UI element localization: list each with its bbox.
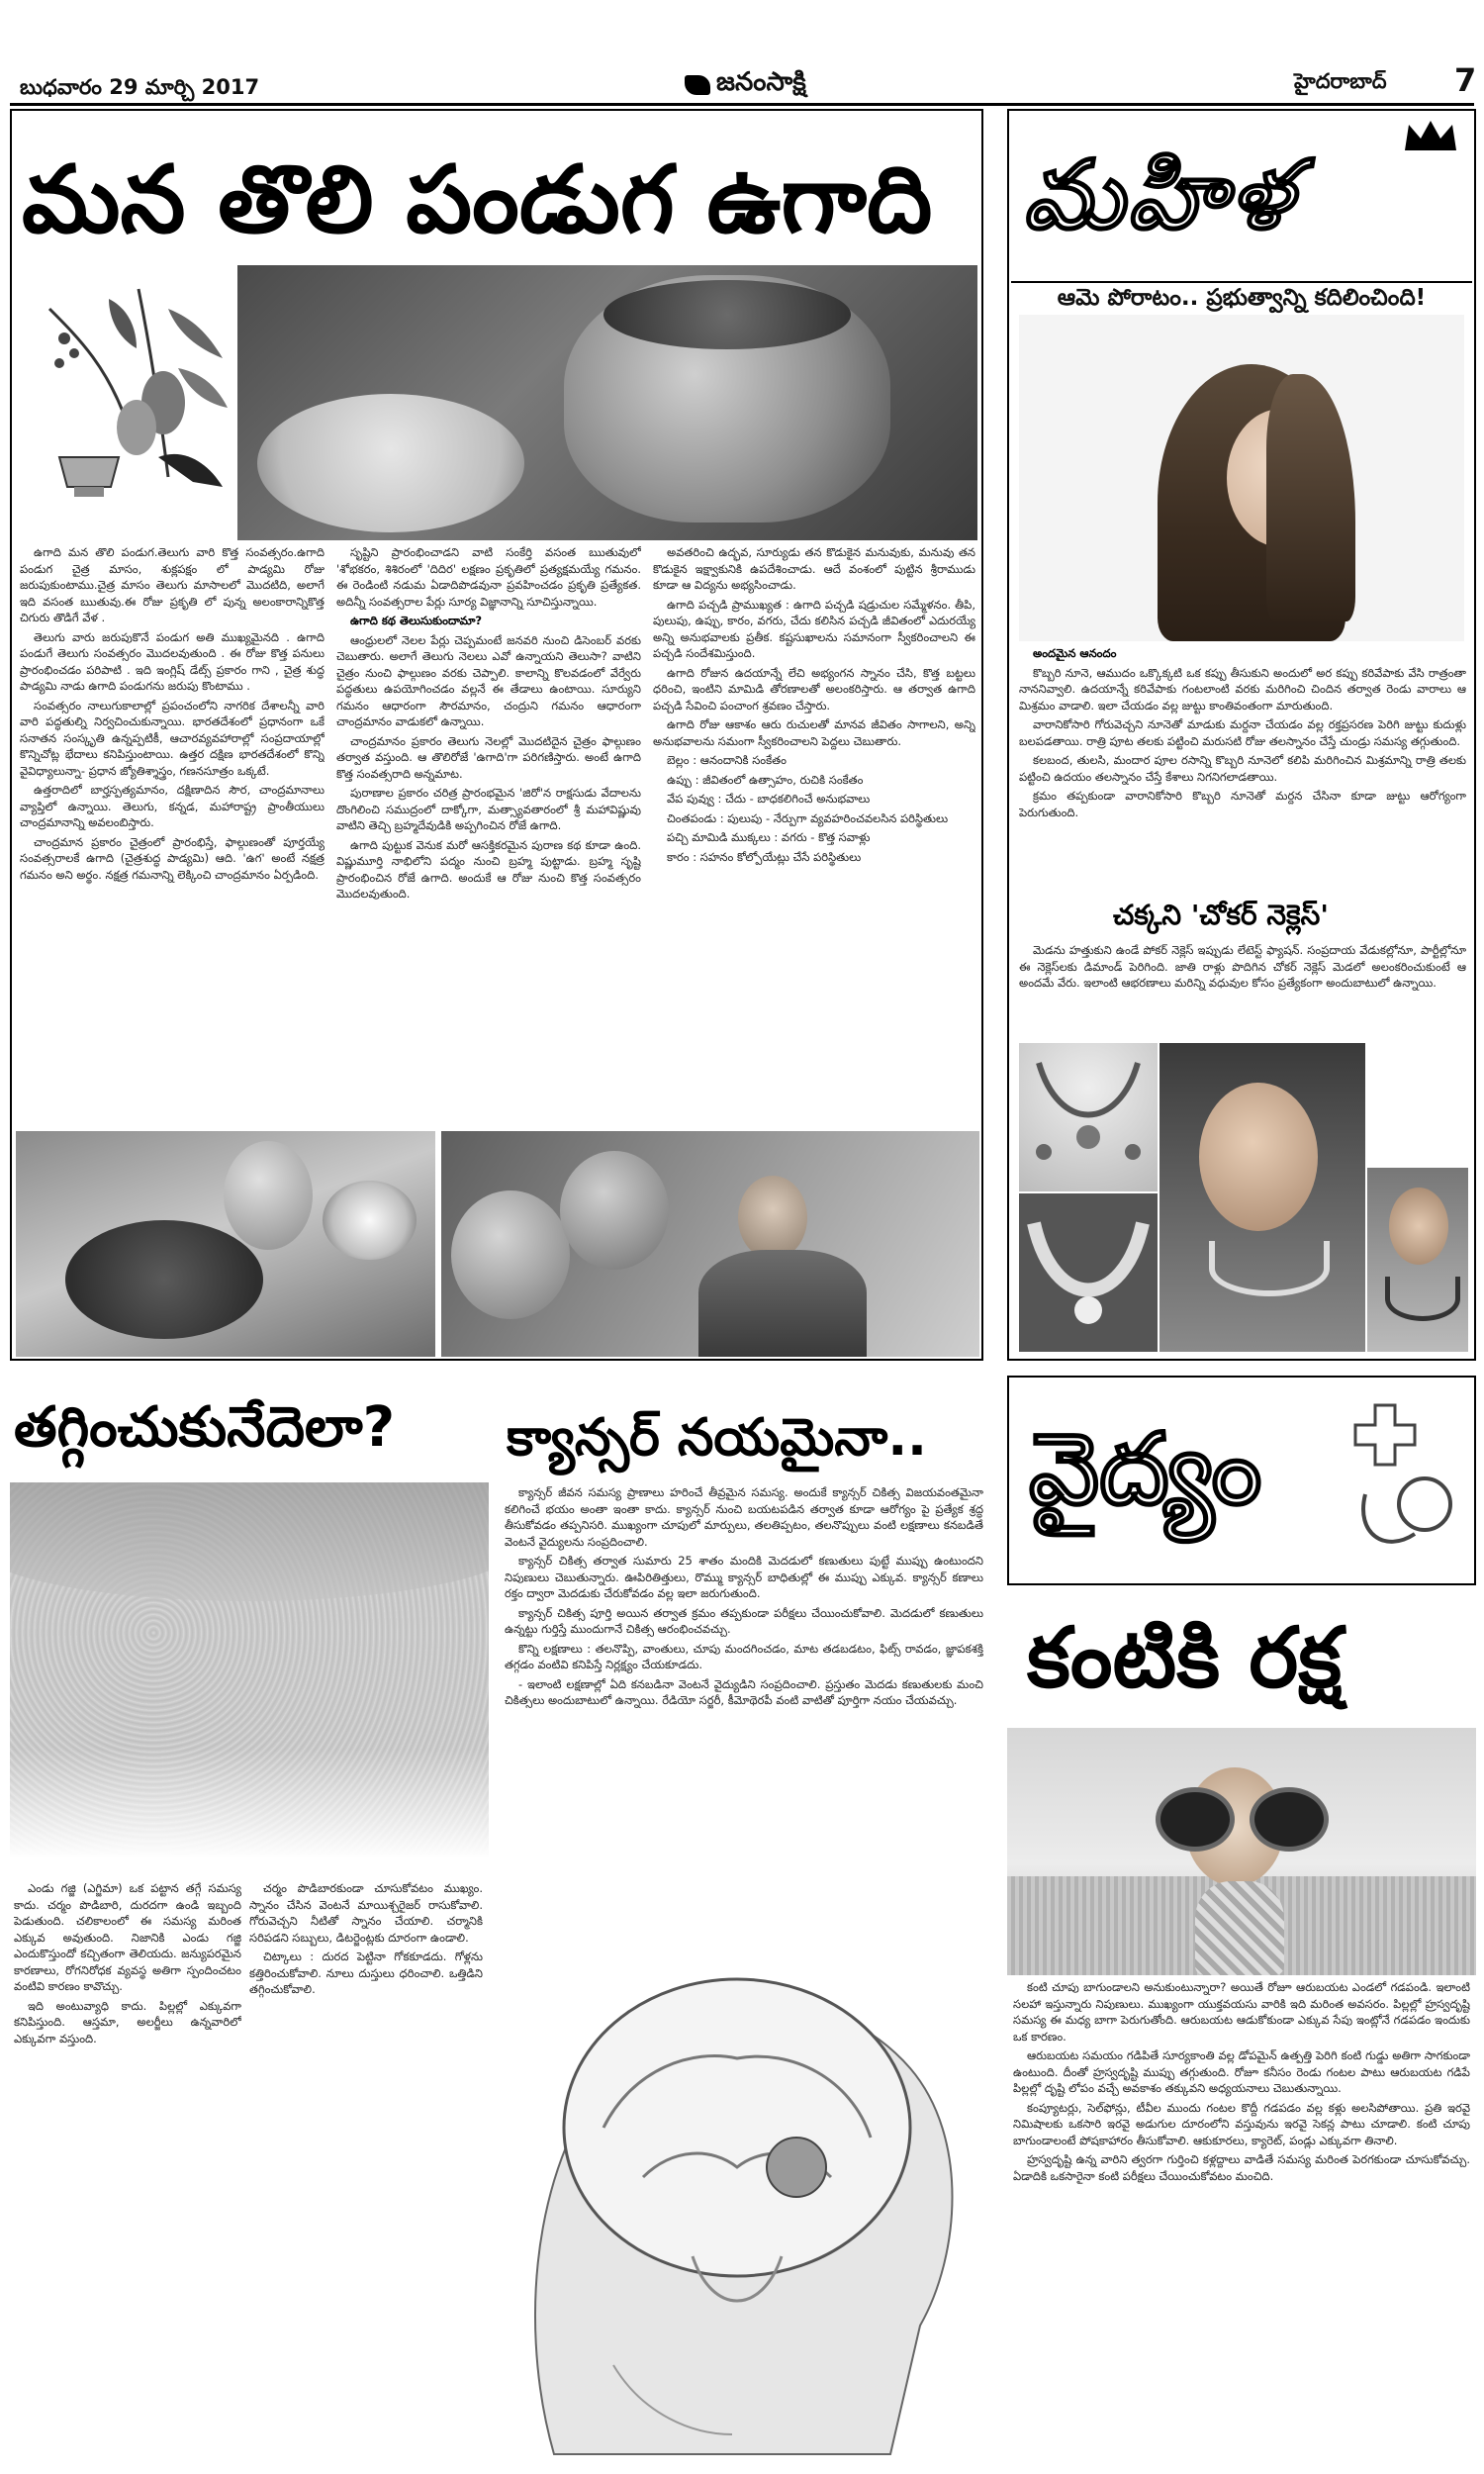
eye-p1: కంటి చూపు బాగుండాలని అనుకుంటున్నారా? అయితే రోజూ ఆరుబయట ఎండలో గడపండి. ఇలాంటి సలహా ఇస్తున్నారు నిపుణులు. ముఖ్యంగా యుక్తవయసు వారికి ఇది మరింత అవసరం. పిల్లల్లో హ్రస్వదృష్టి సమస్య ఈ మధ్య బాగా పెరుగుతోంది. ఆరుబయట ఆడుకోకుండా ఎక్కువ సేపు ఇంట్లోనే గడపడం ఇందుకు ఒక కారణం. bbox=[1013, 1980, 1470, 2044]
ugadi-headline: మన తొలి పండుగ ఉగాది bbox=[22, 146, 933, 254]
eye-p4: హ్రస్వదృష్టి ఉన్న వారిని త్వరగా గుర్తించి కళ్లద్దాలు వాడితే సమస్య మరింత పెరగకుండా చూసుకోవచ్చు. ఏడాదికి ఒకసారైనా కంటి పరీక్షలు చేయించుకోవటం మంచిది. bbox=[1013, 2152, 1470, 2183]
ugadi-col3-p1: అవతరించి ఉద్భవ, సూర్యుడు తన కొడుకైన మనువుకు, మనువు తన కొడుకైన ఇక్ష్వాకునికి ఉపదేశించాడు. ఆదే వంశంలో పుట్టిన శ్రీరాముడు కూడా ఆ విద్యను అభ్యసించాడు. bbox=[653, 545, 975, 592]
girl-with-mangoes-photo bbox=[441, 1131, 979, 1357]
choker-title: చక్కని 'చోకర్ నెక్లెస్' bbox=[1113, 899, 1329, 931]
cancer-p2: క్యాన్సర్ చికిత్స తర్వాత సుమారు 25 శాతం మందికి మెదడులో కణుతులు పుట్టే ముప్పు ఉంటుందని నిపుణులు చెబుతున్నారు. ఊపిరితిత్తులు, రొమ్ము క్యాన్సర్ బాధితుల్లో ఈ ముప్పు ఎక్కువ. క్యాన్సర్ కణాలు రక్తం ద్వారా మెదడుకు చేరుకోవడం వల్ల ఇలా జరుగుతుంది. bbox=[505, 1554, 983, 1600]
ugadi-col3-p3: ఉగాది రోజున ఉదయాన్నే లేచి అభ్యంగన స్నానం చేసి, కొత్త బట్టలు ధరించి, ఇంటిని మామిడి తోరణాలతో అలంకరిస్తారు. ఆ తర్వాత ఉగాది పచ్చడి సేవించి పంచాంగ శ్రవణం చేస్తారు. bbox=[653, 665, 975, 713]
ugadi-col3-item3: వేప పువ్వు : చేదు - బాధకలిగించే అనుభవాలు bbox=[667, 792, 871, 806]
medical-icons bbox=[1345, 1385, 1464, 1573]
logo-icon bbox=[685, 75, 710, 95]
cancer-headline-1: తగ్గించుకునేదెలా? bbox=[14, 1395, 396, 1460]
ugadi-col3-item1: బెల్లం : ఆనందానికి సంకేతం bbox=[667, 753, 787, 767]
choker-p1: మెడను హత్తుకుని ఉండే పోకర్ నెక్లెస్ ఇప్పుడు లేటెస్ట్ ఫ్యాషన్. సంప్రదాయ వేడుకల్లోనూ, పార్టీల్లోనూ ఈ నెక్లెస్‌లకు డిమాండ్ పెరిగింది. జాతి రాళ్లు పొదిగిన చోకర్ నెక్లెస్ మెడలో అలంకరించుకుంటే ఆ అందమే వేరు. ఇలాంటి ఆభరణాలు మరిన్ని వధువుల కోసం ప్రత్యేకంగా అందుబాటులో ఉన్నాయి. bbox=[1019, 943, 1466, 990]
ugadi-col3-item4: చింతపండు : పులుపు - నేర్పుగా వ్యవహరించవలసిన పరిస్థితులు bbox=[667, 810, 949, 825]
hair-p1: కొబ్బరి నూనె, ఆముదం ఒక్కొక్కటి ఒక కప్పు తీసుకుని అందులో అర కప్పు కరివేపాకు వేసి రాత్రంతా నాననివ్వాలి. ఉదయాన్నే కరివేపాకు గంటలాంటి వరకు మరిగించి చిందిన తర్వాత రెండు వారాలు ఆ మిశ్రమం వాడాలి. ఇలా చేయడం వల్ల జుట్టు కాంతివంతంగా మారుతుంది. bbox=[1019, 665, 1466, 713]
hair-p3: కలబంద, తులసి, మందార పూల రసాన్ని కొబ్బరి నూనెలో కలిపి మరిగించిన మిశ్రమాన్ని రాత్రి తలకు పట్టించి ఉదయం తలస్నానం చేస్తే కేశాలు నిగనిగలాడతాయి. bbox=[1019, 753, 1466, 784]
mahila-masthead bbox=[1011, 113, 1472, 279]
cancer-p3: క్యాన్సర్ చికిత్స పూర్తి అయిన తర్వాత క్రమం తప్పకుండా పరీక్షలు చేయించుకోవాలి. మెదడులో కణుతులు ఉన్నట్టు గుర్తిస్తే ముందుగానే చికిత్స ఆరంభించవచ్చు. bbox=[505, 1605, 983, 1636]
hair-p4: క్రమం తప్పకుండా వారానికోసారి కొబ్బరి నూనెతో మర్దన చేసినా కూడా జుట్టు ఆరోగ్యంగా పెరుగుతుంది. bbox=[1019, 789, 1466, 819]
eczema-article-col2 bbox=[249, 1880, 483, 2454]
ugadi-col2-p5: ఉగాది పుట్టుక వెనుక మరో ఆసక్తికరమైన పురాణ కథ కూడా ఉంది. విష్ణుమూర్తి నాభిలోని పద్మం నుంచి బ్రహ్మ పుట్టాడు. బ్రహ్మ సృష్టి ప్రారంభించిన రోజే ఉగాది. అందుకే ఆ రోజు నుంచి కొత్త సంవత్సరం మొదలవుతుంది. bbox=[336, 837, 641, 901]
ugadi-col3-p2: ఉగాది పచ్చడి ప్రాముఖ్యత : ఉగాది పచ్చడి షడ్రుచుల సమ్మేళనం. తీపి, పులుపు, ఉప్పు, కారం, వగరు, చేదు కలిసిన పచ్చడి జీవితంలో ఎదురయ్యే అన్ని అనుభవాలకు ప్రతీక. కష్టసుఖాలను సమానంగా స్వీకరించాలని ఈ పచ్చడి సందేశమిస్తుంది. bbox=[653, 597, 975, 660]
ugadi-col2-p2: ఆంధ్రులలో నెలల పేర్లు చెప్పమంటే జనవరి నుంచి డిసెంబర్ వరకు చెబుతారు. అలాగే తెలుగు నెలలు ఎవో ఉన్నాయని తెలుసా? వాటిని చైత్రం నుంచి ఫాల్గుణం వరకు చెప్పాలి. కాలాన్ని కొలవడంలో వేర్వేరు పద్ధతులు ఉపయోగించడం వల్లనే ఈ తేడాలు ఉంటాయి. సూర్యుని గమనం ఆధారంగా సౌరమానం, చంద్రుని గమనం ఆధారంగా చాంద్రమానం వాడుకలో ఉన్నాయి. bbox=[336, 632, 641, 728]
ugadi-article-col1 bbox=[20, 544, 325, 1128]
cancer-headline-2: క్యాన్సర్ నయమైనా.. bbox=[507, 1408, 927, 1468]
ugadi-pachadi-photo bbox=[237, 265, 977, 540]
ugadi-article-col2 bbox=[336, 544, 641, 1128]
mahila-title: మహిళ bbox=[1023, 139, 1296, 250]
ugadi-col2-p1: సృష్టిని ప్రారంభించాడని వాటి సంకేర్తి వసంత ఋతువులో 'శోభకరం, శిశిరంలో 'దిదిర' లక్షణం ప్రకృతిలో ప్రత్యక్షమయ్యే గమనం. ఈ రెండింటి నడుమ ఏడాదిపొడవునా ప్రవహించడం ప్రకృతి ప్రత్యేకత. అదిన్నీ సంవత్సరాల పేర్లు సూర్య విజ్ఞానాన్ని సూచిస్తున్నాయి. bbox=[336, 545, 641, 609]
ugadi-col1-p1: ఉగాది మన తొలి పండుగ.తెలుగు వారి కొత్త సంవత్సరం.ఉగాది పండుగ చైత్ర మాసం, శుక్లపక్షం లో పాడ్యమి రోజు జరుపుకుంటాము.చైత్ర మాసం తెలుగు మాసాలలో మొదటిది, అలాగే ఇది వసంత ఋతువు.ఈ రోజు ప్రకృతి లో పున్న అలంకారాన్నికొత్త చిగురు తొడిగే వేళ . bbox=[20, 545, 325, 624]
cancer-p1: క్యాన్సర్ జీవన సమస్య ప్రాణాలు హరించే తీవ్రమైన సమస్య. అందుకే క్యాన్సర్ చికిత్స విజయవంతమైనా కలిగించే భయం అంతా ఇంతా కాదు. క్యాన్సర్ నుంచి బయటపడిన తర్వాత కూడా ఆరోగ్యం పై ప్రత్యేక శ్రద్ధ తీసుకోవడం తప్పనిసరి. ముఖ్యంగా చూపులో మార్పులు, తలతిప్పటం, తలనొప్పులు వంటి లక్షణాలు కనబడితే వెంటనే వైద్యులను సంప్రదించాలి. bbox=[505, 1485, 983, 1549]
ugadi-col3-item6: కారం : సహనం కోల్పోయేట్లు చేసే పరిస్థితులు bbox=[667, 849, 862, 864]
brain-tumor-illustration bbox=[495, 1900, 989, 2464]
ugadi-col3-p4: ఉగాది రోజు ఆకాశం ఆరు రుచులతో మానవ జీవితం సాగాలని, అన్ని అనుభవాలను సమంగా స్వీకరించాలని పెద్దలు చెబుతారు. bbox=[653, 717, 975, 748]
choker-article bbox=[1019, 942, 1466, 1041]
eczema-p1: ఎండు గజ్జి (ఎగ్జిమా) ఒక పట్టాన తగ్గే సమస్య కాదు. చర్మం పొడిబారి, దురదగా ఉండి ఇబ్బంది పెడుతుంది. చలికాలంలో ఈ సమస్య మరింత ఎక్కువ అవుతుంది. నిజానికి ఎండు గజ్జి ఎందుకొస్తుందో కచ్చితంగా తెలియదు. జన్యుపరమైన కారణాలు, రోగనిరోధక వ్యవస్థ అతిగా స్పందించటం వంటివి కారణం కావొచ్చు. bbox=[14, 1881, 241, 1993]
ugadi-col3-item5: పచ్చి మామిడి ముక్కలు : వగరు - కొత్త సవాళ్లు bbox=[667, 830, 871, 844]
mango-leaf-illustration bbox=[20, 279, 237, 526]
necklace-model-photo bbox=[1367, 1168, 1468, 1352]
hair-subhead: అందమైన ఆనందం bbox=[1033, 646, 1117, 660]
eczema-article-col1 bbox=[14, 1880, 241, 2454]
vaidyam-title: వైద్యం bbox=[1029, 1411, 1262, 1527]
jewellery-photo-1 bbox=[1019, 1043, 1158, 1191]
eczema-p2: ఇది అంటువ్యాధి కాదు. పిల్లల్లో ఎక్కువగా కనిపిస్తుంది. ఆస్తమా, అలర్జీలు ఉన్నవారిలో ఎక్కువగా వస్తుంది. bbox=[14, 1998, 241, 2046]
page-number: 7 bbox=[1454, 61, 1477, 99]
hair-article bbox=[1019, 645, 1466, 898]
ugadi-col1-p5: చాంద్రమాన ప్రకారం చైత్రంలో ప్రారంభిస్తే, ఫాల్గుణంతో పూర్తయ్యే సంవత్సరాలకే ఉగాది (చైత్రశుద్ధ పాడ్యమి) ఆది. 'ఉగ' అంటే నక్షత్ర గమనం అని అర్థం. నక్షత్ర గమనాన్ని లెక్కించి చాంద్రమానం ఏర్పడింది. bbox=[20, 834, 325, 882]
header-rule bbox=[10, 103, 1474, 106]
festival-plate-photo bbox=[16, 1131, 435, 1357]
cancer-p5: - ఇలాంటి లక్షణాల్లో ఏది కనబడినా వెంటనే వైద్యుడిని సంప్రదించాలి. ప్రస్తుతం మెదడు కణుతులకు మంచి చికిత్సలు అందుబాటులో ఉన్నాయి. రేడియో సర్జరీ, కీమోథెరపీ వంటి వాటితో పూర్తిగా నయం చేయవచ్చు. bbox=[505, 1676, 983, 1707]
ugadi-article-col3 bbox=[653, 544, 975, 1128]
ugadi-col2-p4: పురాణాల ప్రకారం చరిత్ర ప్రారంభమైన 'జిరో'న రాక్షసుడు వేదాలను దొంగిలించి సముద్రంలో దాక్కోగా, మత్స్యావతారంలో శ్రీ మహావిష్ణువు వాటిని తెచ్చి బ్రహ్మదేవుడికి అప్పగించిన రోజే ఉగాది. bbox=[336, 786, 641, 832]
bride-model-photo bbox=[1159, 1043, 1365, 1352]
ugadi-col1-p4: ఉత్తరాదిలో బార్హస్పత్యమానం, దక్షిణాదిన సౌర, చాంద్రమానాలు వ్యాప్తిలో ఉన్నాయి. తెలుగు, కన్నడ, మహారాష్ట్ర ప్రాంతీయులు చాంద్రమానాన్ని అవలంబిస్తారు. bbox=[20, 783, 325, 829]
hair-model-photo bbox=[1019, 315, 1464, 641]
ugadi-col1-p2: తెలుగు వారు జరుపుకొనే పండుగ అతి ముఖ్యమైనది . ఉగాది పండుగే తెలుగు సంవత్సరం మొదలవుతుంది . ఈ రోజు కొత్త పనులు ప్రారంభించడం పరిపాటి . ఇది ఇంగ్లిష్ డేట్స్ ప్రకారం గాని , చైత్ర శుద్ధ పాడ్యమి నాడు ఉగాది పండుగను జరుపు కొంటాము . bbox=[20, 629, 325, 693]
cancer-p4: కొన్ని లక్షణాలు : తలనొప్పి, వాంతులు, చూపు మందగించడం, మాట తడబడటం, ఫిట్స్ రావడం, జ్ఞాపకశక్తి తగ్గడం వంటివి కనిపిస్తే నిర్లక్ష్యం చేయకూడదు. bbox=[505, 1641, 983, 1671]
child-sunglasses-photo bbox=[1007, 1728, 1476, 1975]
cancer-article bbox=[505, 1484, 983, 1900]
jewellery-photo-2 bbox=[1019, 1193, 1158, 1352]
eczema-p4: చిట్కాలు : దురద పెట్టినా గోకకూడదు. గోళ్లను కత్తిరించుకోవాలి. నూలు దుస్తులు ధరించాలి. ఒత్తిడిని తగ్గించుకోవాలి. bbox=[249, 1950, 483, 1996]
paper-logo bbox=[685, 67, 806, 103]
eczema-p3: చర్మం పొడిబారకుండా చూసుకోవటం ముఖ్యం. స్నానం చేసిన వెంటనే మాయిశ్చరైజర్ రాసుకోవాలి. గోరువెచ్చని నీటితో స్నానం చేయాలి. చర్మానికి సరిపడని సబ్బులు, డిటర్జెంట్లకు దూరంగా ఉండాలి. bbox=[249, 1881, 483, 1945]
hair-p2: వారానికోసారి గోరువెచ్చని నూనెతో మాడుకు మర్దనా చేయడం వల్ల రక్తప్రసరణ పెరిగి జుట్టు కుదుళ్లు బలపడతాయి. రాత్రి పూట తలకు పట్టించి మరుసటి రోజు తలస్నానం చేస్తే చుండ్రు సమస్య తగ్గుతుంది. bbox=[1019, 717, 1466, 748]
eye-p3: కంప్యూటర్లు, సెల్‌ఫోన్లు, టీవీల ముందు గంటల కొద్దీ గడపడం వల్ల కళ్లు అలసిపోతాయి. ప్రతి ఇరవై నిమిషాలకు ఒకసారి ఇరవై అడుగుల దూరంలోని వస్తువును ఇరవై సెకన్ల పాటు చూడాలి. కంటి చూపు బాగుండాలంటే పోషకాహారం తీసుకోవాలి. ఆకుకూరలు, క్యారెట్, పండ్లు ఎక్కువగా తినాలి. bbox=[1013, 2100, 1470, 2147]
crown-icon bbox=[1403, 119, 1458, 152]
city-name: హైదరాబాద్ bbox=[1294, 69, 1387, 93]
paper-name: జనంసాక్షి bbox=[716, 67, 806, 97]
mahila-tagline: ఆమె పోరాటం.. ప్రభుత్వాన్ని కదిలించింది! bbox=[1057, 285, 1427, 311]
eye-care-article bbox=[1013, 1979, 1470, 2454]
ugadi-col2-subhead: ఉగాది కథ తెలుసుకుందామా? bbox=[350, 614, 483, 627]
eye-care-headline: కంటికి రక్ష bbox=[1027, 1609, 1343, 1706]
ugadi-col3-item2: ఉప్పు : జీవితంలో ఉత్సాహం, రుచికి సంకేతం bbox=[667, 772, 864, 787]
issue-date: బుధవారం 29 మార్చి 2017 bbox=[20, 75, 260, 99]
skin-eczema-photo bbox=[10, 1482, 489, 1858]
mahila-rule bbox=[1011, 281, 1472, 283]
ugadi-col1-p3: సంవత్సరం నాలుగుకాలాల్లో ప్రపంచంలోని నాగరిక దేశాలన్నీ వారి వారి పద్ధతుల్ని నిర్వచించుకున్నాయి. భారతదేశంలో ప్రధానంగా ఒకే సనాతన సంస్కృతి ఉన్నప్పటికీ, ఆచారవ్యవహారాల్లో సంప్రదాయాల్లో కొన్నిచోట్ల భేదాలు కనిపిస్తుంటాయి. ఉత్తర దక్షిణ భారతదేశంలో కొన్ని వైవిధ్యాలున్నా- ప్రధాన జ్యోతిశ్శాస్త్రం, గణనసూత్రం ఒక్కటే. bbox=[20, 698, 325, 778]
ugadi-col2-p3: చాంద్రమానం ప్రకారం తెలుగు నెలల్లో మొదటిదైన చైత్రం ఫాల్గుణం తర్వాత వస్తుంది. ఆ తొలిరోజే 'ఉగాది'గా పరిగణిస్తారు. అంటే ఉగాది కొత్త సంవత్సరాది అన్నమాట. bbox=[336, 733, 641, 781]
eye-p2: ఆరుబయట సమయం గడిపితే సూర్యకాంతి వల్ల డోపమైన్ ఉత్పత్తి పెరిగి కంటి గుడ్డు అతిగా సాగకుండా ఉంటుంది. దీంతో హ్రస్వదృష్టి ముప్పు తగ్గుతుంది. రోజూ కనీసం రెండు గంటల పాటు ఆరుబయట గడిపే పిల్లల్లో దృష్టి లోపం వచ్చే అవకాశం తక్కువని అధ్యయనాలు చెబుతున్నాయి. bbox=[1013, 2048, 1470, 2095]
